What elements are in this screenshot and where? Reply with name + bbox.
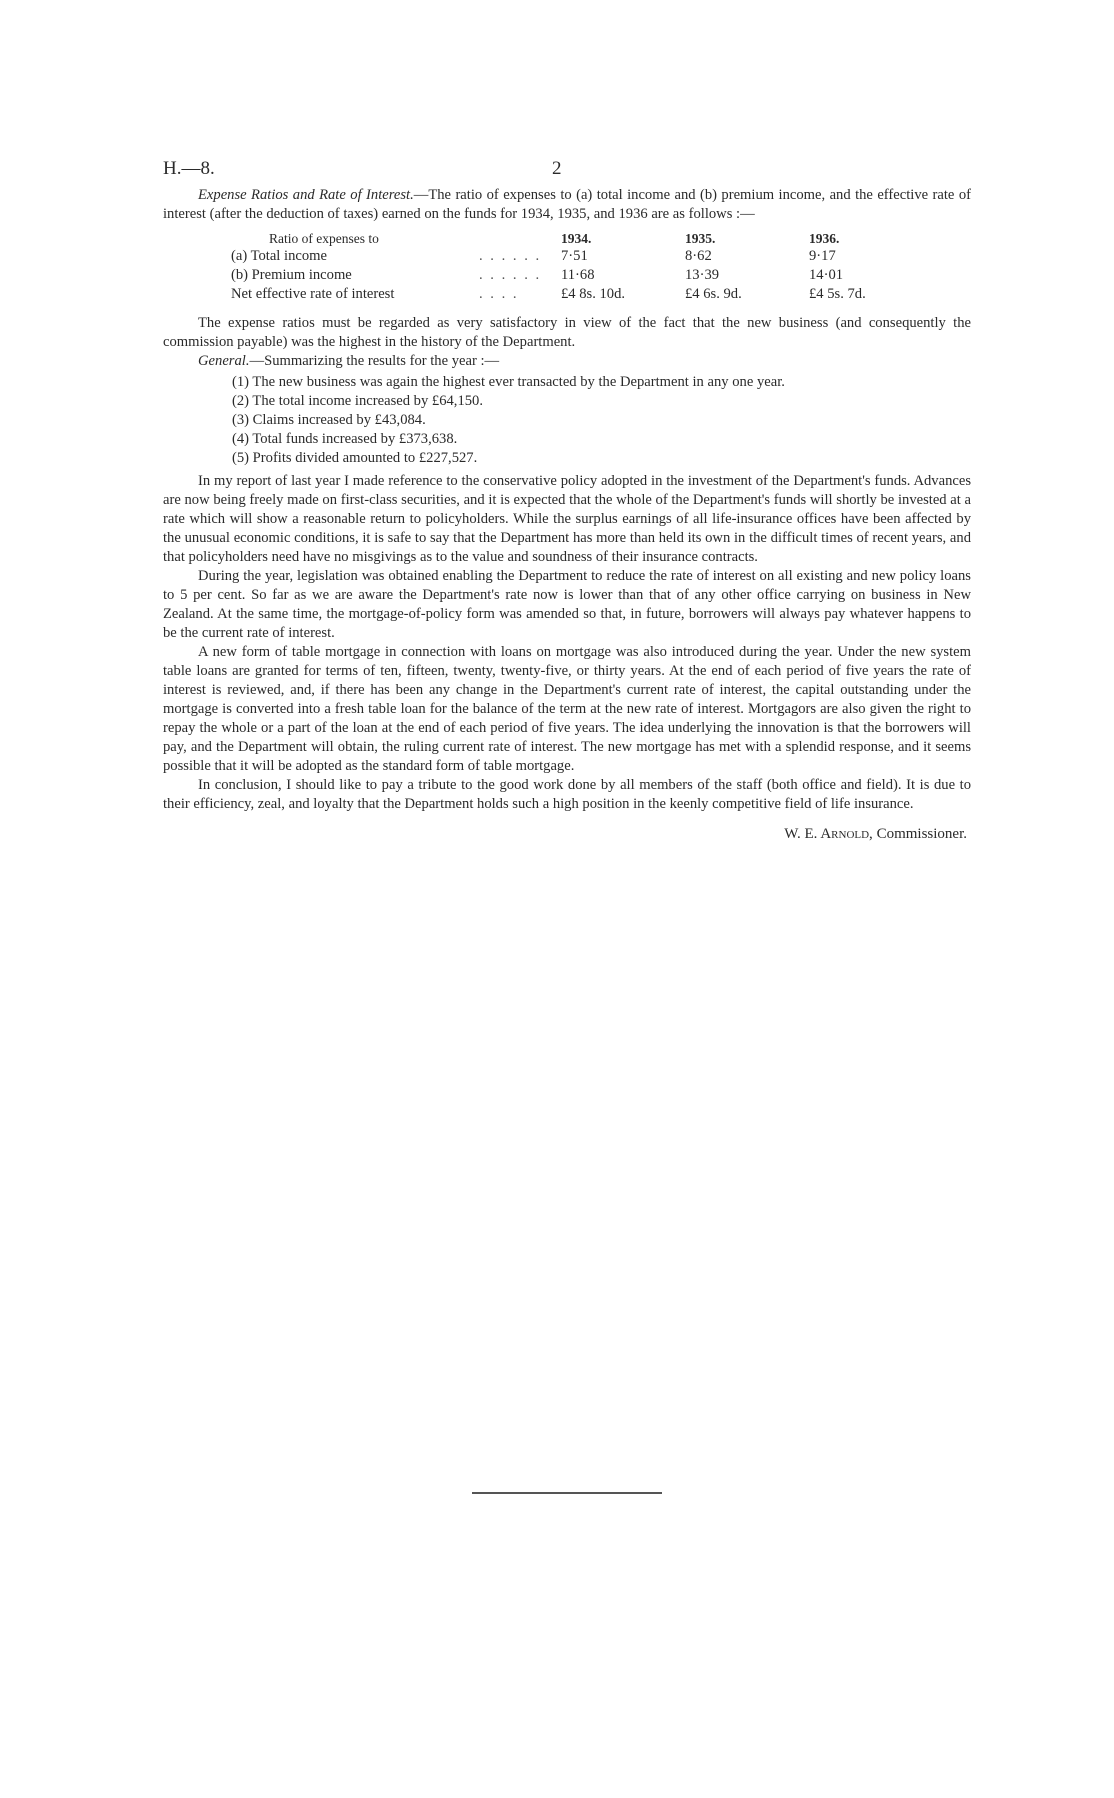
list-item: (2) The total income increased by £64,150. [232,393,483,409]
year-header: 1935. [685,230,716,246]
row-value: 11·68 [561,267,595,283]
row-value: £4 8s. 10d. [561,286,626,302]
general-text: —Summarizing the results for the year :— [249,353,500,369]
ratios-table [231,230,933,304]
row-value: 8·62 [685,248,712,264]
body-paragraph: During the year, legislation was obtained enabling the Department to reduce the rate of interest on all existing and new policy loans to 5 per cent. So far as we are aware the Department's rate now is lower than that of any other office carrying on business in New Zealand. At the same time, the mortgage-of-policy form was amended so that, in future, borrowers will always pay whatever happens to be the current rate of interest. [163,568,971,641]
page-header [163,150,971,186]
body-paragraph: A new form of table mortgage in connection with loans on mortgage was also introduced during the year. Under the new system table loans are granted for terms of ten, fifteen, twenty, twenty-five, or thirty years. At the end of each period of five years the rate of interest is reviewed, and, if there has been any change in the Department's current rate of interest, the capital outstanding under the mortgage is converted into a fresh table loan for the balance of the term at the new rate of interest. Mortgagors are also given the right to repay the whole or a part of the loan at the end of each period of five years. The idea underlying the innovation is that the borrowers will pay, and the Department will obtain, the ruling current rate of interest. The new mortgage has met with a splendid response, and it seems possible that it will be adopted as the standard form of table mortgage. [163,644,971,774]
section-heading-general: General. [198,353,250,369]
row-value: 9·17 [809,248,836,264]
closing-rule [472,1492,662,1494]
signatory-title: Commissioner. [876,826,967,842]
body-paragraph: In conclusion, I should like to pay a tribute to the good work done by all members of the staff (both office and field). It is due to their efficiency, zeal, and loyalty that the Department holds such a high position in the keenly competitive field of life insurance. [163,777,971,812]
row-value: 14·01 [809,267,844,283]
row-value: £4 5s. 7d. [809,286,866,302]
section-heading-expense-ratios: Expense Ratios and Rate of Interest. [198,187,414,203]
row-value: £4 6s. 9d. [685,286,742,302]
list-item: (3) Claims increased by £43,084. [232,412,426,428]
year-header: 1936. [809,230,840,246]
row-label: Net effective rate of interest [231,286,395,302]
document-page [163,150,971,843]
row-value: 7·51 [561,248,588,264]
results-list [232,373,971,468]
intro-text: —The ratio of expenses to (a) total income and (b) premium income, and the effective rate of interest (after the deduction of taxes) earned on the funds for 1934, 1935, and 1936 are as follows :— [163,187,971,222]
list-item: (5) Profits divided amounted to £227,527. [232,450,478,466]
body-paragraph: In my report of last year I made reference to the conservative policy adopted in the investment of the Department's funds. Advances are now being freely made on first-class securities, and it is expected that the whole of the Department's funds will shortly be invested at a rate which will show a reasonable return to policyholders. While the surplus earnings of all life-insurance offices have been affected by the unusual economic conditions, it is safe to say that the Department has more than held its own in the difficult times of recent years, and that policyholders need have no misgivings as to the value and soundness of their insurance contracts. [163,473,971,565]
ratios-table-header [231,230,933,247]
leader-dots: . . . . [479,286,519,302]
intro-paragraph [163,186,971,224]
ratios-caption: Ratio of expenses to [269,230,379,246]
list-item: (1) The new business was again the highest ever transacted by the Department in any one year. [232,374,785,390]
signatory-name: W. E. Arnold, [784,826,873,842]
ratios-row [231,285,933,304]
row-label: (a) Total income [231,248,327,264]
row-label: (b) Premium income [231,267,352,283]
page-number: 2 [552,158,562,179]
year-header: 1934. [561,230,592,246]
signature [163,826,971,843]
document-reference: H.—8. [163,158,215,179]
ratios-row [231,247,933,266]
list-item: (4) Total funds increased by £373,638. [232,431,458,447]
row-value: 13·39 [685,267,720,283]
leader-dots: . . . . . . [479,248,542,264]
expense-ratios-paragraph: The expense ratios must be regarded as very satisfactory in view of the fact that the new business (and consequently the commission payable) was the highest in the history of the Department. [163,315,971,350]
general-paragraph [163,352,971,371]
ratios-row [231,266,933,285]
leader-dots: . . . . . . [479,267,542,283]
